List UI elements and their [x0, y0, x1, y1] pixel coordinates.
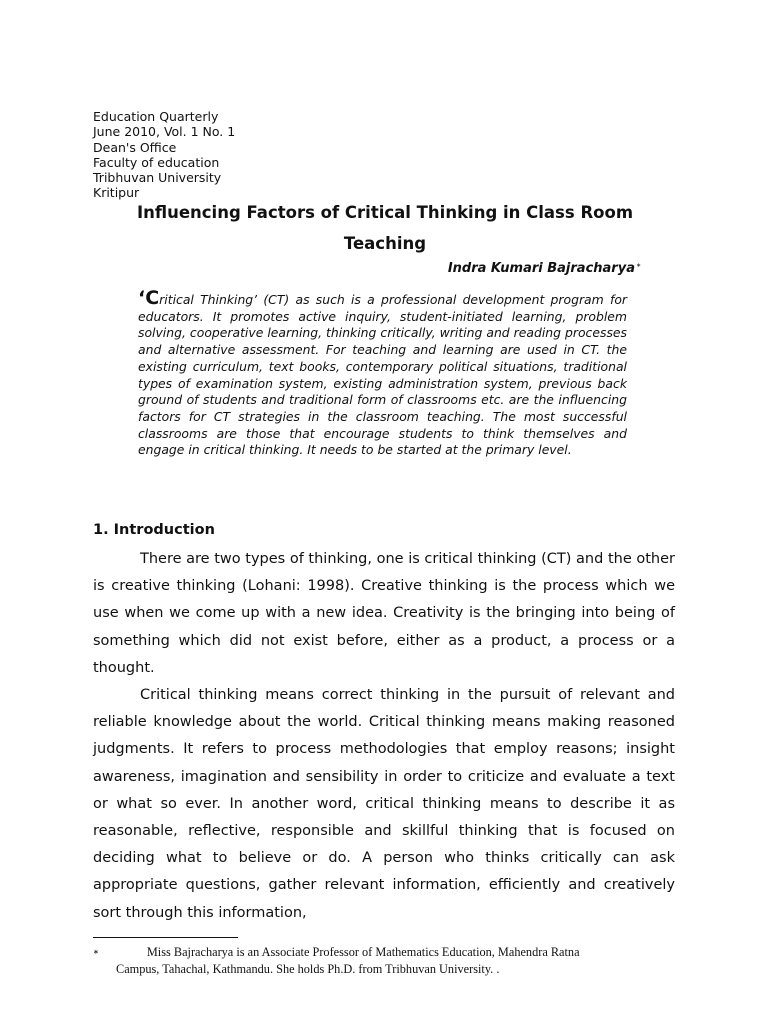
author-byline — [448, 261, 641, 276]
footnote — [93, 944, 675, 978]
title-line-1: Influencing Factors of Critical Thinking in Class Room — [136, 203, 634, 222]
footnote-divider — [93, 937, 238, 938]
footnote-mark: ∗ — [93, 948, 99, 956]
author-footnote-mark: ∗ — [635, 261, 641, 269]
footnote-line-2: Campus, Tahachal, Kathmandu. She holds Ph.D. from Tribhuvan University. . — [116, 962, 500, 976]
abstract — [138, 287, 627, 459]
title-line-2: Teaching — [343, 234, 427, 253]
article-title — [90, 197, 680, 259]
abstract-text: ritical Thinking’ (CT) as such is a professional development program for educators. It promotes active inquiry, student-initiated learning, problem solving, cooperative learning, thinking critically, writing and reading processes and alternative assessment. For teaching and learning are used in CT. the existing curriculum, text books, contemporary political situations, traditional types of examination system, existing administration system, previous back ground of students and traditional form of classrooms etc. are the influencing factors for CT strategies in the classroom teaching. The most successful classrooms are those that encourage students to think themselves and engage in critical thinking. It needs to be started at the primary level. — [138, 292, 627, 458]
author-name: Indra Kumari Bajracharya — [447, 261, 635, 276]
journal-header — [93, 109, 235, 201]
header-line: Faculty of education — [93, 154, 220, 170]
footnote-line-1: Miss Bajracharya is an Associate Professor of Mathematics Education, Mahendra Ratna — [146, 945, 580, 959]
paragraph: There are two types of thinking, one is critical thinking (CT) and the other is creative thinking (Lohani: 1998). Creative thinking is the process which we use when we come up with a new idea. Creativity is the bringing into being of something which did not exist before, either as a product, a process or a thought. — [93, 551, 675, 676]
header-line: Kritipur — [93, 185, 140, 201]
paragraph: Critical thinking means correct thinking in the pursuit of relevant and reliable knowledge about the world. Critical thinking means making reasoned judgments. It refers to process methodologies that employ reasons; insight awareness, imagination and sensibility in order to criticize and evaluate a text or what so ever. In another word, critical thinking means to describe it as reasonable, reflective, responsible and skillful thinking that is focused on deciding what to believe or do. A person who thinks critically can ask appropriate questions, gather relevant information, efficiently and creatively sort through this information, — [93, 687, 675, 921]
header-line: June 2010, Vol. 1 No. 1 — [93, 124, 236, 140]
body-text — [93, 546, 675, 927]
abstract-dropcap: ‘C — [138, 287, 160, 309]
header-line: Education Quarterly — [93, 109, 219, 124]
section-heading: 1. Introduction — [93, 522, 215, 538]
header-line: Dean's Office — [93, 139, 177, 155]
header-line: Tribhuvan University — [93, 170, 222, 186]
